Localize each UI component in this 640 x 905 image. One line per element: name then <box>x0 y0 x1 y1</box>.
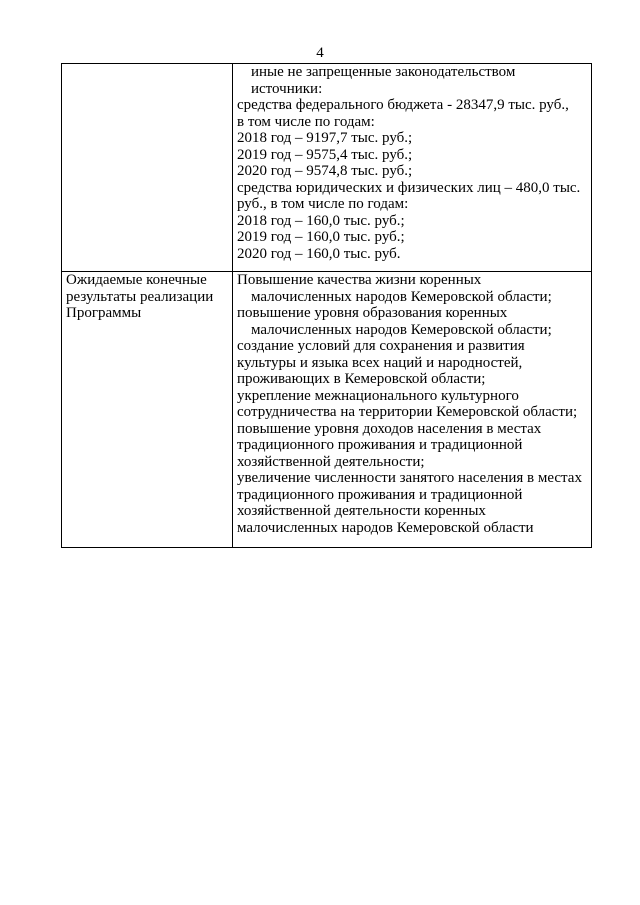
text-line: традиционного проживания и традиционной <box>237 437 523 453</box>
text-line: в том числе по годам: <box>237 113 375 130</box>
table-cell-empty-label <box>62 64 233 272</box>
text-line: малочисленных народов Кемеровской области; <box>251 321 552 338</box>
text-line: повышение уровня образования коренных <box>237 305 508 321</box>
text-line: 2018 год – 160,0 тыс. руб.; <box>237 212 405 229</box>
label-line: Ожидаемые конечные <box>66 272 207 288</box>
text-line: руб., в том числе по годам: <box>237 196 409 212</box>
table-row-expected-results <box>62 272 592 548</box>
text-line: иные не запрещенные законодательством <box>251 64 516 80</box>
text-line: 2020 год – 160,0 тыс. руб. <box>237 245 401 262</box>
text-line: средства юридических и физических лиц – 480,0 тыс. <box>237 179 581 196</box>
text-line: 2020 год – 9574,8 тыс. руб.; <box>237 163 413 179</box>
text-line: создание условий для сохранения и развития <box>237 338 525 354</box>
text-line: малочисленных народов Кемеровской области; <box>251 288 552 305</box>
label-line: Программы <box>66 305 142 321</box>
text-line: 2019 год – 160,0 тыс. руб.; <box>237 229 405 245</box>
text-line: проживающих в Кемеровской области; <box>237 371 486 387</box>
text-line: укрепление межнационального культурного <box>237 387 519 404</box>
text-line: культуры и языка всех наций и народностей, <box>237 354 523 371</box>
text-line: повышение уровня доходов населения в местах <box>237 420 542 437</box>
text-line: увеличение численности занятого населения в местах <box>237 470 582 486</box>
text-line: хозяйственной деятельности; <box>237 453 425 470</box>
label-line: результаты реализации <box>66 288 214 305</box>
text-line: традиционного проживания и традиционной <box>237 486 523 503</box>
program-passport-table <box>61 63 592 548</box>
text-line: Повышение качества жизни коренных <box>237 272 482 288</box>
table-row-funding-sources <box>62 64 592 272</box>
text-line: источники: <box>251 80 323 97</box>
text-line: малочисленных народов Кемеровской области <box>237 519 534 536</box>
page-number: 4 <box>316 45 324 61</box>
expected-results-label-cell <box>62 272 233 548</box>
text-line: хозяйственной деятельности коренных <box>237 503 486 519</box>
funding-sources-cell <box>233 64 592 272</box>
text-line: средства федерального бюджета - 28347,9 тыс. руб., <box>237 97 569 113</box>
text-line: 2018 год – 9197,7 тыс. руб.; <box>237 130 413 146</box>
text-line: сотрудничества на территории Кемеровской области; <box>237 404 578 420</box>
text-line: 2019 год – 9575,4 тыс. руб.; <box>237 146 413 163</box>
expected-results-cell <box>233 272 592 548</box>
